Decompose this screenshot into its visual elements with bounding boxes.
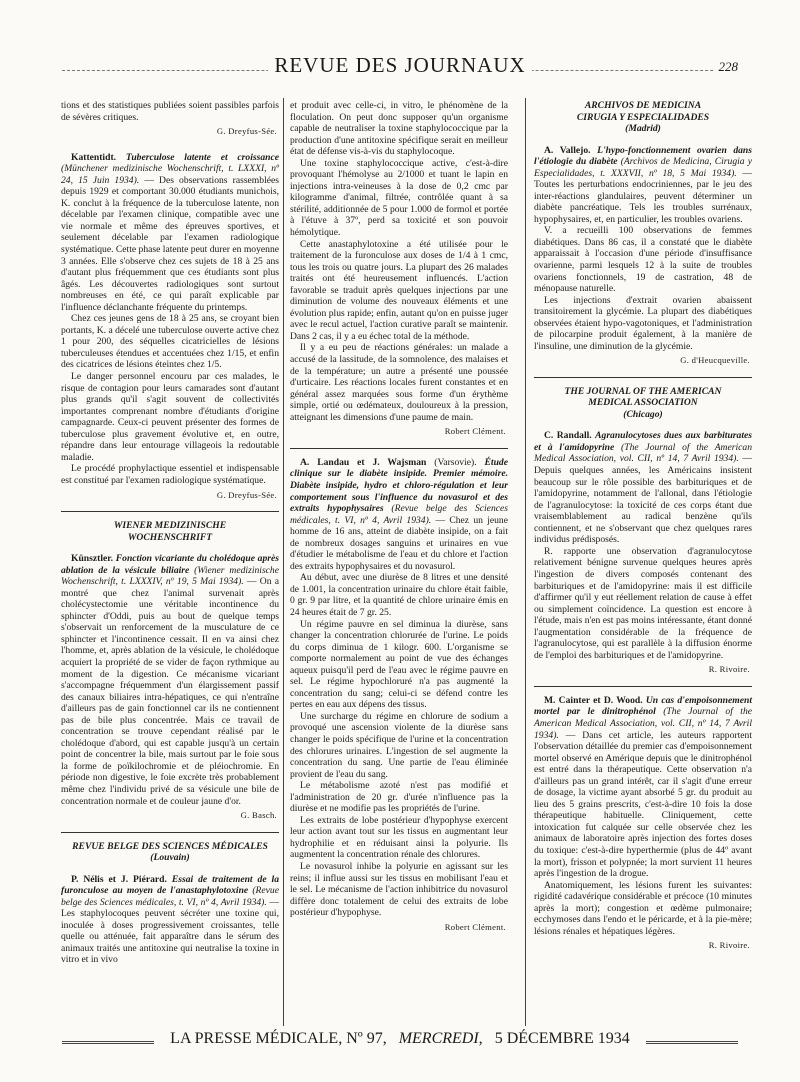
article-paragraph: — Depuis quelques années, les Américains insistent beaucoup sur le rôle possible des barbituriques et de l'amidopyrine, notamment de l'allonal, dans l'étiologie de l'agranulocytose: la toxicité de ces corps étant due vraisemblablement au radical benzène qu'ils contiennent, et ne s'observant que chez quelques rares individus prédisposés. <box>534 453 752 546</box>
article-paragraph: et produit avec celle-ci, in vitro, le phénomène de la floculation. On peut donc supposer qu'un organisme capable de neutraliser la toxine staphylococcique par la production d'une antitoxine spécifique serait en meilleur état de défense vis-à-vis du staphylocoque. <box>290 100 508 158</box>
article-continuation: tions et des statistiques publiées soient passibles parfois de sévères critiques. <box>61 100 279 123</box>
article-title: Fonction vicariante du cholédoque après ablation de la vésicule biliaire <box>61 553 280 576</box>
masthead <box>62 53 738 83</box>
article-paragraph: Cette anastaphylotoxine a été utilisée pour le traitement de la furonculose aux doses de 1/4 à 1 cmc, tous les trois ou quatre jours. La plupart des 26 malades traités ont été heureusement influencés. L'action favorable se traduit après quelques injections par une diminution de volume des nouveaux éléments et une évolution plus rapide; enfin, autant qu'on en puisse juger avec le recul actuel, l'action curative paraît se maintenir. Dans 2 cas, il y a eu échec total de la méthode. <box>290 238 508 342</box>
page-number: 228 <box>715 59 739 75</box>
article-author: P. Nélis et J. Piérard. <box>71 873 167 885</box>
article-landau-wajsman <box>290 457 508 572</box>
article-paragraph: Chez ces jeunes gens de 18 à 25 ans, se croyant bien portants, K. a décelé une tuberculose ouverte active chez 1 pour 200, des séquelles cicatricielles de lésions tuberculeuses étendues et accentuées chez 1/15, et enfin des cicatrices de lésions éteintes chez 1/5. <box>61 313 279 371</box>
article-paragraph: — On a montré que chez l'animal survenait après cholécystectomie une véritable incontinence du sphincter d'Oddi, puis au bout de quelque temps s'observait un renforcement de la musculature de ce sphincter et l'incontinence cessait. Il en va ainsi chez l'homme, et, après ablation de la vésicule, le cholédoque acquiert la propriété de se vider de façon rythmique au moment de la digestion. Ce mécanisme vicariant s'accompagne fréquemment d'un élargissement passif des canaux biliaires intra-hépatiques, ce qui n'entraîne d'ailleurs pas de gain fonctionnel car ils ne contiennent pas de bile plus concentrée. Mais ce travail de concentration se trouve cependant réalisé par le cholédoque d'abord, qui est capable jusqu'à un certain point de concentrer la bile, mais surtout par le foie sous la forme de poïkilochromie et de pléiochromie. En période non digestive, le foie excrète très probablement même chez l'individu privé de sa vésicule une bile de concentration normale et de couleur jaune d'or. <box>61 576 279 807</box>
article-author: A. Vallejo. <box>544 144 591 156</box>
article-title: Agranulocytoses dues aux barbiturates et à l'amidopyrine <box>534 430 752 453</box>
article-signature: G. Dreyfus-Sée. <box>216 489 277 500</box>
column-left <box>61 100 279 966</box>
article-vallejo <box>534 145 752 226</box>
article-author: Kattentidt. <box>71 151 117 163</box>
article-paragraph: — Des observations rassemblées depuis 1929 et comportant 30.000 étudiants munichois, K. conclut à la fréquence de la tuberculose latente, non décelable par l'examen clinique, compatible avec une vie normale et même des épreuves sportives, et seulement décelable par l'examen radiologique systématique. Cette phase latente peut durer en moyenne 3 années. Elle s'observe chez ces sujets de 18 à 25 ans d'autant plus fréquemment que ces étudiants sont plus âgés. Les découvertes radiologiques sont surtout nombreuses en été, ce qui paraît explicable par l'influence déclanchante fréquente du printemps. <box>61 174 279 313</box>
article-reference: (Münchener medizinische Wochenschrift, t. LXXXI, nº 24, 15 Juin 1934). <box>61 163 279 186</box>
article-paragraph: Le danger personnel encouru par ces malades, le risque de contagion pour leurs camarades sont d'autant plus grands qu'il s'agit souvent de collectivités importantes comprenant nombre d'étudiants d'origine campagnarde. Ceux-ci peuvent présenter des formes de tuberculose plus gravement évolutive et, en outre, répandre dans leur entourage villageois la redoutable maladie. <box>61 371 279 463</box>
article-title: Un cas d'empoisonnement mortel par le dinitrophénol <box>534 694 752 718</box>
page-footer <box>62 1030 738 1054</box>
article-paragraph: — Chez un jeune homme de 16 ans, atteint de diabète insipide, on a fait de nombreux dosages sanguins et urinaires en vue d'étudier le métabolisme de l'eau et du chlore et l'action des extraits hypophysaires et du novasurol. <box>290 514 508 572</box>
article-paragraph: V. a recueilli 100 observations de femmes diabétiques. Dans 86 cas, il a constaté que le diabète apparaissait à l'occasion d'une période d'insuffisance ovarienne, parmi lesquels 12 à la suite de troubles ovariens fonctionnels, 19 de castration, 48 de ménopause naturelle. <box>534 225 752 295</box>
article-reference: (Archivos de Medicina, Cirugia y Especialidades, t. XXXVII, nº 18, 5 Mai 1934). <box>534 156 752 179</box>
section-heading-jama <box>534 386 752 421</box>
article-place: (Varsovie). <box>434 456 477 468</box>
section-heading-line: WIENER MEDIZINISCHE <box>113 520 227 532</box>
footer-day: MERCREDI, <box>398 1030 483 1047</box>
article-paragraph: — Toutes les perturbations endocriniennes, par le jeu des inter-réactions glandulaires, peuvent déterminer un diabète pancréatique. Tels les troubles surrénaux, hypophysaires, et, en particulier, les troubles ovariens. <box>534 167 752 225</box>
article-paragraph: Le novasurol inhibe la polyurie en agissant sur les reins; il influe aussi sur les tissus en mobilisant l'eau et le sel. Le mécanisme de l'action inhibitrice du novasurol diffère donc totalement de celui des extraits de lobe postérieur d'hypophyse. <box>290 861 508 919</box>
article-reference: (Revue belge des Sciences médicales, t. VI, nº 4, Avril 1934). <box>290 503 508 526</box>
column-right <box>534 100 752 956</box>
section-heading-line: (Louvain) <box>150 852 190 864</box>
article-paragraph: R. rapporte une observation d'agranulocytose relativement bénigne survenue quelques heures après l'ingestion de divers composés contenant des barbituriques et de l'amidopyrine: mais il est difficile d'affirmer qu'il y eut réellement relation de cause à effet ou simplement coïncidence. La question est encore à l'étude, mais n'en est pas moins intéressante, étant donné l'augmentation considérable de la fréquence de l'agranulocytose, qui est parallèle à la diffusion énorme de l'emploi des barbituriques et de l'amidopyrine. <box>534 545 752 661</box>
article-signature: Robert Clément. <box>444 921 506 932</box>
article-kattentidt <box>61 152 279 314</box>
column-divider <box>525 98 526 1026</box>
article-paragraph: Les extraits de lobe postérieur d'hypophyse exercent leur action avant tout sur les tissus en augmentant leur hydrophilie et en réduisant ainsi la polyurie. Ils augmentent la concentration rénale des chlorures. <box>290 814 508 861</box>
footer-line <box>154 1030 646 1047</box>
section-heading-wiener <box>61 520 279 543</box>
section-heading-line: (Madrid) <box>625 123 661 134</box>
article-signature: G. Basch. <box>240 810 277 821</box>
section-heading-line: ARCHIVOS DE MEDICINA <box>584 100 702 111</box>
section-heading-line: MEDICAL ASSOCIATION <box>588 397 698 409</box>
article-title: Essai de traitement de la furonculose au moyen de l'anastaphylotoxine <box>61 873 279 897</box>
article-title: Étude clinique sur le diabète insipide. Premier mémoire. Diabète insipide, hydro et chloro-régulation et leur comportement sous l'influence du novasurol et des extraits hypophysaires <box>290 456 508 515</box>
section-heading-line: (Chicago) <box>623 408 663 420</box>
section-separator <box>534 686 752 687</box>
article-signature: G. d'Heucqueville. <box>680 355 750 366</box>
article-paragraph: Le procédé prophylactique essentiel et indispensable est constitué par l'examen radiologique systématique. <box>61 463 279 486</box>
section-heading-revue-belge <box>61 841 279 864</box>
section-separator <box>61 832 279 833</box>
footer-journal: LA PRESSE MÉDICALE, Nº 97, <box>162 1030 395 1047</box>
article-paragraph: Une toxine staphylococcique active, c'est-à-dire provoquant l'hémolyse au 2/1000 et tuant le lapin en injections intra-veineuses à la dose de 0,2 cmc par kilogramme d'animal, filtrée, contrôlée quant à sa stérilité, additionnée de 5 pour 1.000 de formol et portée à l'étuve à 37º, perd sa toxicité et son pouvoir hémolytique. <box>290 157 508 239</box>
footer-date: 5 DÉCEMBRE 1934 <box>487 1030 638 1047</box>
section-separator <box>61 511 279 512</box>
article-reference: (Revue belge des Sciences médicales, t. VI, nº 4, Avril 1934). <box>61 885 279 908</box>
section-heading-line: REVUE BELGE DES SCIENCES MÉDICALES <box>72 840 268 852</box>
article-randall <box>534 430 752 545</box>
article-title: L'hypo-fonctionnement ovarien dans l'étiologie du diabète <box>534 144 753 168</box>
article-paragraph: Anatomiquement, les lésions furent les suivantes: rigidité cadavérique considérable et précoce (10 minutes après la mort); congestion et œdème pulmonaire; ecchymoses dans l'endo et le péricarde, et à la pie-mère; lésions rénales et hépatiques légères. <box>534 879 752 937</box>
article-signature: R. Rivoire. <box>708 940 750 951</box>
column-divider <box>283 98 284 1026</box>
article-paragraph: Un régime pauvre en sel diminua la diurèse, sans changer la concentration chlorurée de l'urine. Le poids du corps diminua de 1 kilogr. 600. L'organisme se comporte normalement au point de vue des échanges aqueux puisqu'il perd de l'eau avec le régime pauvre en sel. Le régime hypochloruré n'a pas augmenté la concentration du sang; celui-ci se défend contre les pertes en eau aux dépens des tissus. <box>290 618 508 711</box>
article-author: A. Landau et J. Wajsman <box>300 456 427 468</box>
article-author: Künsztler. <box>71 553 114 565</box>
article-paragraph: — Les staphylocoques peuvent sécréter une toxine qui, inoculée à doses progressivement croissantes, telle quelle ou atténuée, fait apparaître dans le sérum des animaux traités une antitoxine qui neutralise la toxine in vitro et in vivo <box>61 896 279 966</box>
article-nelis-pierard <box>61 874 279 966</box>
article-signature: R. Rivoire. <box>708 664 750 675</box>
article-author: C. Randall. <box>544 430 592 442</box>
column-middle <box>290 100 508 937</box>
article-signature: Robert Clément. <box>444 426 506 437</box>
article-reference: (The Journal of the American Medical Association, vol. CII, nº 14, 7 Avril 1934). <box>534 706 752 741</box>
article-cainter-wood <box>534 695 752 880</box>
article-paragraph: Une surcharge du régime en chlorure de sodium a provoqué une ascension violente de la diurèse sans changer le poids spécifique de l'urine et la concentration des chlorures urinaires. L'ingestion de sel augmente la concentration du sang. Une partie de l'eau éliminée provient de l'eau du sang. <box>290 710 508 780</box>
journal-section-title: REVUE DES JOURNAUX <box>268 53 531 77</box>
article-paragraph: Les injections d'extrait ovarien abaissent transitoirement la glycémie. La plupart des diabétiques observées étaient hypo-vagotoniques, et l'administration de pilocarpine produit également, à la manière de l'insuline, une diminution de la glycémie. <box>534 294 752 352</box>
article-reference: (The Journal of the American Medical Association, vol. CII, nº 14, 7 Avril 1934). <box>534 441 752 465</box>
section-heading-line: WOCHENSCHRIFT <box>127 531 213 543</box>
section-separator <box>290 448 508 449</box>
article-paragraph: — Dans cet article, les auteurs rapportent l'observation détaillée du premier cas d'empoisonnement mortel observé en Amérique depuis que le dinitrophénol est entré dans la thérapeutique. Cette observation n'a d'ailleurs pas un grand intérêt, car il s'agit d'une erreur de dosage, la victime ayant absorbé 5 gr. du produit au lieu des 5 grains prescrits, c'est-à-dire 10 fois la dose thérapeutique habituelle. Cliniquement, cette intoxication fut calquée sur celle observée chez les animaux de laboratoire après injection des fortes doses du toxique: c'est-à-dire hyperthermie (plus de 44º avant la mort), frisson et polypnée; la mort survient 11 heures après l'ingestion de la drogue. <box>534 729 752 880</box>
article-reference: (Wiener medizinische Wochenschrift, t. LXXXIV, nº 19, 5 Mai 1934). <box>61 564 279 588</box>
article-title: Tuberculose latente et croissance <box>125 151 279 163</box>
section-heading-line: CIRUGIA Y ESPECIALIDADES <box>576 111 710 123</box>
article-paragraph: Au début, avec une diurèse de 8 litres et une densité de 1.001, la concentration urinaire du chlore était faible, 0 gr. 9 par litre, et la quantité de chlore urinaire émis en 24 heures était de 7 gr. 25. <box>290 572 508 618</box>
article-paragraph: Il y a eu peu de réactions générales: un malade a accusé de la lassitude, de la somnolence, des malaises et de la température; un autre a présenté une poussée d'urticaire. Les réactions locales furent constantes et en général assez marquées sous forme d'un érythème simple, ortié ou œdémateux, douloureux à la pression, atteignant les dimensions d'une paume de main. <box>290 342 508 423</box>
article-signature: G. Dreyfus-Sée. <box>216 126 277 137</box>
article-kunsztler <box>61 553 279 807</box>
article-author: M. Cainter et D. Wood. <box>544 694 643 706</box>
section-heading-line: THE JOURNAL OF THE AMERICAN <box>564 385 722 397</box>
section-separator <box>534 377 752 378</box>
article-paragraph: Le métabolisme azoté n'est pas modifié et l'administration de 20 gr. d'urée n'influence pas la diurèse et ne modifie pas les propriétés de l'urine. <box>290 780 508 815</box>
section-heading-archivos <box>534 100 752 135</box>
